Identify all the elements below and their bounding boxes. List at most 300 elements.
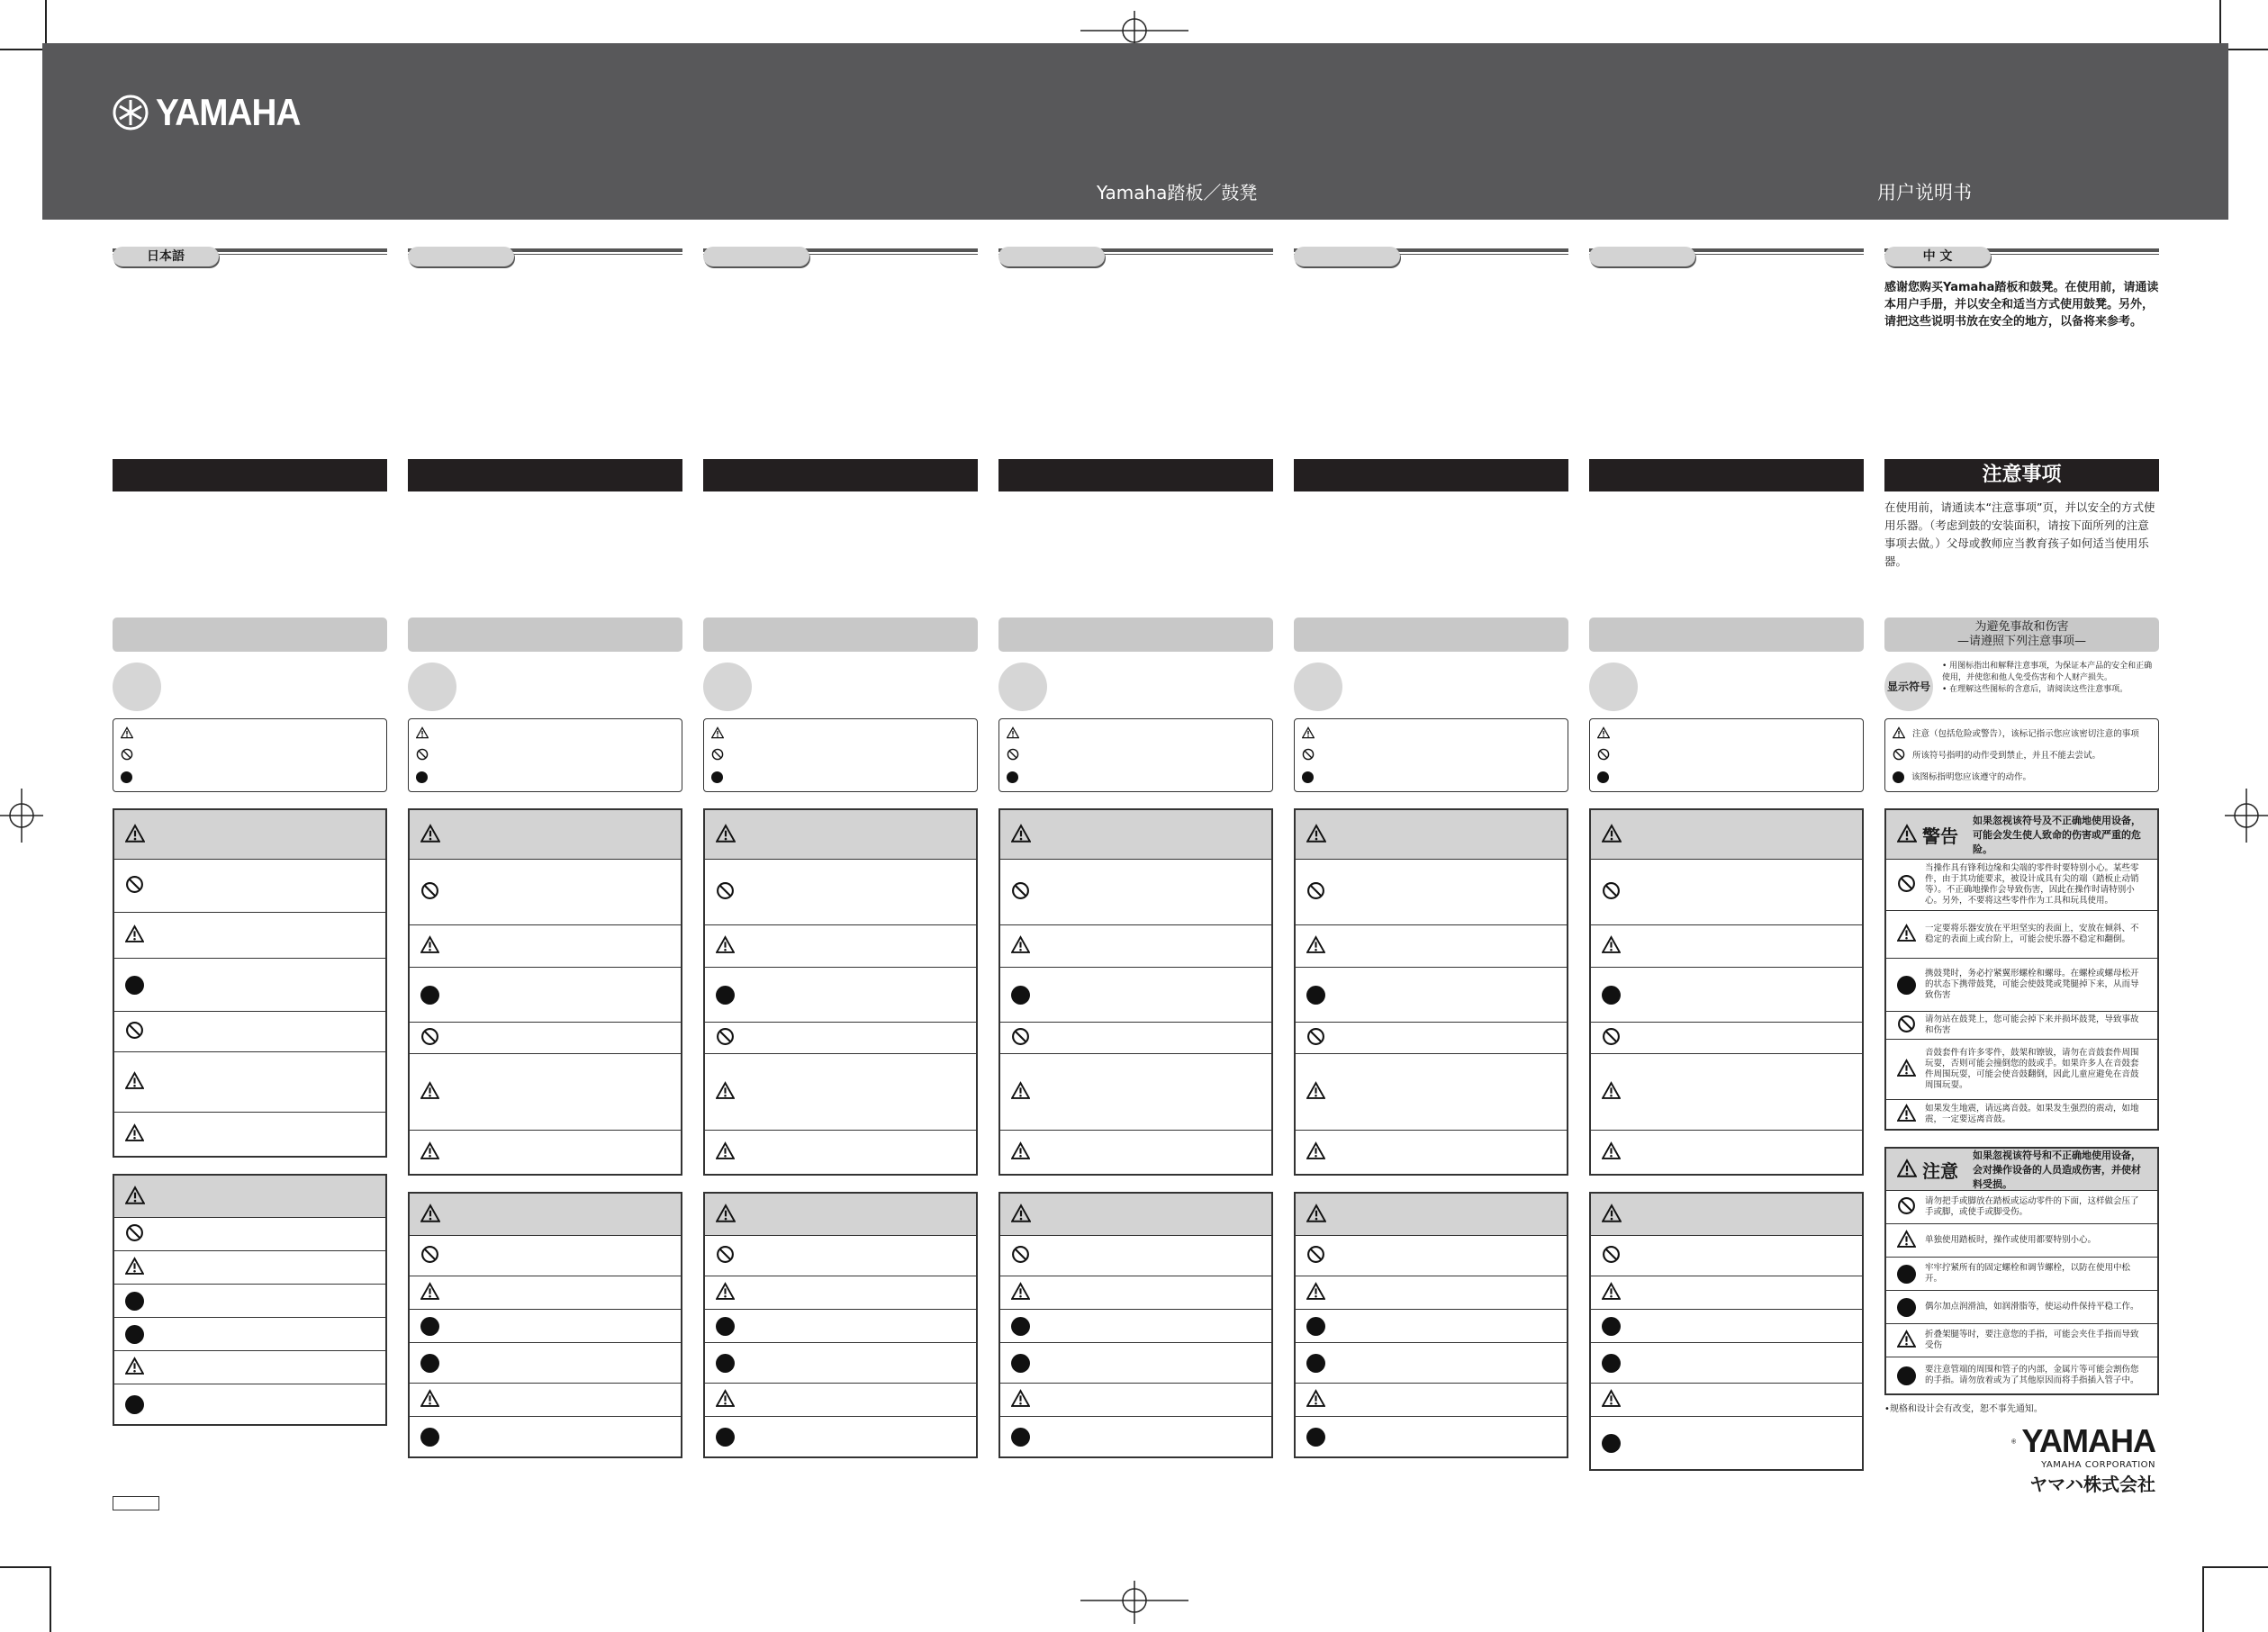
avoid-accident-bar <box>113 618 387 652</box>
warning-row <box>1000 925 1271 968</box>
display-symbol-badge <box>113 663 161 711</box>
warning-row <box>1000 860 1271 925</box>
warning-table-header <box>1000 810 1271 860</box>
language-column <box>1589 243 1864 1471</box>
mandatory-icon <box>125 1325 144 1344</box>
prohibition-icon <box>125 1021 144 1043</box>
symbol-legend <box>1294 718 1568 792</box>
mandatory-icon <box>1602 1317 1621 1336</box>
caution-row <box>1000 1276 1271 1310</box>
prohibition-icon <box>716 1245 735 1267</box>
warning-row <box>1591 1054 1862 1131</box>
warning-triangle-icon <box>1306 1389 1325 1411</box>
language-tab <box>1589 247 1695 266</box>
warning-table-header <box>1296 810 1567 860</box>
warning-triangle-icon <box>1897 1059 1916 1081</box>
warning-row <box>1000 1023 1271 1054</box>
precautions-title <box>703 459 978 491</box>
prohibition-icon <box>121 748 133 763</box>
language-tab <box>998 247 1105 266</box>
display-symbol-badge <box>998 663 1047 711</box>
caution-row <box>410 1343 681 1384</box>
mandatory-icon <box>711 771 723 783</box>
warning-triangle-icon <box>420 935 439 958</box>
caution-table <box>703 1192 978 1458</box>
warning-triangle-icon <box>716 935 735 958</box>
caution-row <box>114 1318 385 1351</box>
legend-row <box>711 766 970 788</box>
prohibition-icon <box>1306 1245 1325 1267</box>
warning-triangle-icon <box>1011 1389 1030 1411</box>
warning-triangle-icon <box>1897 1330 1916 1352</box>
precautions-title <box>1294 459 1568 491</box>
warning-triangle-icon <box>1897 1104 1916 1126</box>
caution-row <box>410 1384 681 1417</box>
prohibition-icon <box>1011 1027 1030 1050</box>
legend-row <box>416 744 674 766</box>
warning-triangle-icon <box>420 1081 439 1104</box>
warning-triangle-icon <box>1893 726 1905 742</box>
warning-row <box>705 1023 976 1054</box>
caution-table-header <box>114 1176 385 1218</box>
warning-row-text: 如果发生地震，请远离音鼓。如果发生强烈的震动，如地震，一定要远离音鼓。 <box>1925 1104 2139 1124</box>
caution-row-text: 牢牢拧紧所有的固定螺栓和调节螺栓，以防在使用中松开。 <box>1925 1263 2131 1284</box>
warning-triangle-icon <box>1602 1204 1622 1226</box>
display-symbol-row <box>1589 652 1864 718</box>
display-symbol-badge <box>408 663 456 711</box>
display-symbol-badge: 显示符号 <box>1884 663 1933 711</box>
caution-row <box>1591 1343 1862 1384</box>
warning-triangle-icon <box>1602 824 1622 846</box>
caution-row <box>705 1384 976 1417</box>
precautions-text <box>113 491 387 618</box>
mandatory-icon <box>716 1317 735 1336</box>
prohibition-icon <box>125 875 144 897</box>
warning-row <box>114 1113 385 1156</box>
legend-text: 该图标指明您应该遵守的动作。 <box>1911 771 2032 782</box>
warning-row <box>1000 1131 1271 1174</box>
caution-row <box>114 1251 385 1285</box>
warning-row <box>410 1131 681 1174</box>
warning-triangle-icon <box>125 924 144 947</box>
warning-row-text: 请勿站在鼓凳上，您可能会掉下来并损坏鼓凳，导致事故和伤害 <box>1925 1014 2139 1035</box>
avoid-accident-bar <box>1884 618 2159 652</box>
caution-row <box>1000 1236 1271 1276</box>
legend-row <box>1893 766 2151 788</box>
tuning-fork-icon <box>2011 1425 2016 1457</box>
prohibition-icon <box>420 881 439 904</box>
precautions-title <box>1589 459 1864 491</box>
caution-row <box>1886 1191 2157 1224</box>
footer-brand: YAMAHA <box>2021 1422 2155 1459</box>
language-column <box>1884 243 2159 1414</box>
caution-table-header <box>1591 1194 1862 1236</box>
warning-triangle-icon <box>125 1357 144 1379</box>
warning-triangle-icon <box>1602 1389 1621 1411</box>
display-symbol-row <box>113 652 387 718</box>
legend-row <box>1302 766 1560 788</box>
mandatory-icon <box>1597 771 1609 783</box>
warning-row <box>410 860 681 925</box>
registration-mark <box>2225 789 2268 843</box>
warning-triangle-icon <box>1602 935 1621 958</box>
warning-row <box>1591 1023 1862 1054</box>
display-symbol-row <box>1884 652 2159 718</box>
warning-triangle-icon <box>416 726 429 742</box>
legend-row <box>416 766 674 788</box>
warning-row <box>705 1054 976 1131</box>
symbol-legend <box>1589 718 1864 792</box>
language-bar <box>998 243 1273 270</box>
warning-triangle-icon <box>716 1389 735 1411</box>
warning-triangle-icon <box>1897 824 1917 846</box>
warning-triangle-icon <box>1011 824 1031 846</box>
warning-triangle-icon <box>121 726 133 742</box>
warning-triangle-icon <box>420 1389 439 1411</box>
intro-text: 感谢您购买Yamaha踏板和鼓凳。在使用前，请通读本用户手册，并以安全和适当方式使用鼓凳。另外，请把这些说明书放在安全的地方，以备将来参考。 <box>1884 281 2159 329</box>
warning-triangle-icon <box>1011 935 1030 958</box>
display-symbol-row <box>408 652 682 718</box>
caution-row <box>705 1417 976 1456</box>
precautions-title: 注意事项 <box>1884 459 2159 491</box>
avoid-accident-bar <box>1294 618 1568 652</box>
display-note: • 在理解这些图标的含意后，请阅读这些注意事项。 <box>1942 685 2128 694</box>
mandatory-icon <box>1306 986 1325 1005</box>
caution-row <box>1000 1384 1271 1417</box>
warning-triangle-icon <box>1306 1141 1325 1164</box>
caution-row-text: 要注意管端的周围和管子的内部，金属片等可能会割伤您的手指。请勿放着或为了其他原因而将手指插入管子中。 <box>1925 1365 2139 1385</box>
warning-row <box>114 1012 385 1052</box>
warning-row <box>114 1052 385 1113</box>
precautions-text <box>998 491 1273 618</box>
warning-table-header <box>1886 810 2157 860</box>
avoid-accident-bar <box>703 618 978 652</box>
warning-row <box>1296 1054 1567 1131</box>
caution-header-text: 如果忽视该符号和不正确地使用设备，会对操作设备的人员造成伤害，并使材料受损。 <box>1973 1150 2141 1190</box>
precautions-title <box>998 459 1273 491</box>
mandatory-icon <box>1011 986 1030 1005</box>
warning-triangle-icon <box>420 1204 440 1226</box>
language-column <box>1294 243 1568 1458</box>
legend-row <box>1597 766 1856 788</box>
precautions-title <box>408 459 682 491</box>
mandatory-icon <box>1602 1354 1621 1373</box>
mandatory-icon <box>420 1354 439 1373</box>
mandatory-icon <box>1007 771 1018 783</box>
warning-triangle-icon <box>716 1204 736 1226</box>
prohibition-icon <box>1306 881 1325 904</box>
mandatory-icon <box>125 976 144 995</box>
caution-row-text: 单独使用踏板时，操作或使用都要特别小心。 <box>1925 1235 2097 1245</box>
display-symbol-row <box>998 652 1273 718</box>
warning-row <box>1591 925 1862 968</box>
warning-triangle-icon <box>1602 1282 1621 1304</box>
caution-row <box>705 1236 976 1276</box>
caution-row <box>1296 1384 1567 1417</box>
warning-triangle-icon <box>125 1071 144 1094</box>
caution-table <box>1589 1192 1864 1471</box>
warning-row <box>1886 911 2157 959</box>
caution-row <box>1886 1258 2157 1291</box>
prohibition-icon <box>711 748 724 763</box>
prohibition-icon <box>1011 881 1030 904</box>
intro-text <box>998 270 1273 459</box>
caution-row <box>1296 1276 1567 1310</box>
crop-mark <box>2202 1566 2268 1568</box>
warning-row <box>410 1054 681 1131</box>
caution-row <box>1591 1276 1862 1310</box>
spec-footnote: •规格和设计会有改变，恕不事先通知。 <box>1884 1404 2043 1414</box>
language-tab: 中 文 <box>1884 247 1991 266</box>
warning-row <box>705 925 976 968</box>
language-column <box>998 243 1273 1458</box>
mandatory-icon <box>1897 1298 1916 1317</box>
warning-table <box>408 808 682 1176</box>
mandatory-icon <box>420 1317 439 1336</box>
caution-row <box>114 1384 385 1424</box>
mandatory-icon <box>125 1292 144 1311</box>
product-title: Yamaha踏板／鼓凳 <box>1097 182 1258 203</box>
display-symbol-badge <box>703 663 752 711</box>
legend-row <box>1597 744 1856 766</box>
caution-row <box>1000 1417 1271 1456</box>
mandatory-icon <box>716 1354 735 1373</box>
warning-triangle-icon <box>716 1141 735 1164</box>
caution-row <box>114 1351 385 1384</box>
legend-row <box>1597 723 1856 744</box>
mandatory-icon <box>420 986 439 1005</box>
warning-triangle-icon <box>125 1186 145 1208</box>
caution-row <box>410 1276 681 1310</box>
warning-table <box>1294 808 1568 1176</box>
legend-row <box>1007 766 1265 788</box>
caution-row <box>1296 1236 1567 1276</box>
caution-row <box>410 1310 681 1343</box>
warning-row <box>1886 959 2157 1012</box>
intro-text <box>1589 270 1864 459</box>
caution-row <box>705 1276 976 1310</box>
language-tab <box>408 247 514 266</box>
brand-name: YAMAHA <box>156 91 301 133</box>
warning-row <box>1000 968 1271 1023</box>
caution-row <box>410 1236 681 1276</box>
warning-triangle-icon <box>420 1282 439 1304</box>
language-bar <box>1294 243 1568 270</box>
legend-row <box>121 766 379 788</box>
intro-text <box>703 270 978 459</box>
language-bar <box>1589 243 1864 270</box>
prohibition-icon <box>1897 874 1916 897</box>
warning-triangle-icon <box>1011 1081 1030 1104</box>
prohibition-icon <box>1602 1027 1621 1050</box>
caution-row <box>114 1285 385 1318</box>
mandatory-icon <box>716 986 735 1005</box>
prohibition-icon <box>1602 881 1621 904</box>
tuning-fork-icon <box>113 95 149 131</box>
prohibition-icon <box>416 748 429 763</box>
prohibition-icon <box>420 1245 439 1267</box>
mandatory-icon <box>125 1395 144 1414</box>
warning-triangle-icon <box>1302 726 1315 742</box>
warning-triangle-icon <box>1306 1204 1326 1226</box>
caution-table <box>998 1192 1273 1458</box>
prohibition-icon <box>716 1027 735 1050</box>
legend-text: 注意（包括危险或警告），该标记指示您应该密切注意的事项 <box>1912 728 2139 739</box>
crop-mark <box>0 1566 50 1568</box>
avoid-accident-bar <box>1589 618 1864 652</box>
caution-row <box>705 1310 976 1343</box>
legend-row <box>1302 723 1560 744</box>
caution-row <box>1296 1417 1567 1456</box>
mandatory-icon <box>1602 1434 1621 1453</box>
warning-row <box>410 925 681 968</box>
warning-row <box>1591 968 1862 1023</box>
symbol-legend <box>703 718 978 792</box>
prohibition-icon <box>716 881 735 904</box>
warning-table-header <box>705 810 976 860</box>
warning-table-header <box>114 810 385 860</box>
caution-table <box>1294 1192 1568 1458</box>
warning-triangle-icon <box>711 726 724 742</box>
mandatory-icon <box>416 771 428 783</box>
warning-table-header <box>410 810 681 860</box>
legend-text: 所该符号指明的动作受到禁止，并且不能去尝试。 <box>1912 750 2101 761</box>
warning-row-text: 一定要将乐器安放在平坦坚实的表面上，安放在倾斜、不稳定的表面上或台阶上，可能会使乐器不稳定和翻倒。 <box>1925 924 2139 944</box>
avoid-accident-bar <box>408 618 682 652</box>
caution-row-text: 偶尔加点润滑油，如润滑脂等，使运动件保持平稳工作。 <box>1925 1302 2139 1312</box>
warning-row <box>1000 1054 1271 1131</box>
warning-row <box>114 959 385 1012</box>
footer-corp: YAMAHA CORPORATION <box>2041 1460 2155 1470</box>
prohibition-icon <box>1302 748 1315 763</box>
warning-triangle-icon <box>1306 824 1326 846</box>
warning-triangle-icon <box>1897 1159 1917 1181</box>
mandatory-icon <box>1897 1265 1916 1284</box>
warning-table <box>1589 808 1864 1176</box>
caution-row <box>410 1417 681 1456</box>
intro-text <box>1294 270 1568 459</box>
warning-table <box>1884 808 2159 1131</box>
warning-row <box>1886 1100 2157 1129</box>
precautions-title <box>113 459 387 491</box>
display-symbol-row <box>1294 652 1568 718</box>
warning-table-header <box>1591 810 1862 860</box>
language-bar <box>408 243 682 270</box>
warning-triangle-icon <box>1602 1141 1621 1164</box>
warning-row <box>705 1131 976 1174</box>
legend-row <box>416 723 674 744</box>
warning-row <box>1296 968 1567 1023</box>
legend-row <box>121 723 379 744</box>
language-column <box>703 243 978 1458</box>
caution-row-text: 折叠架腿等时，要注意您的手指，可能会夹住手指而导致受伤 <box>1925 1330 2139 1350</box>
warning-triangle-icon <box>1897 1230 1916 1252</box>
caution-row <box>1886 1324 2157 1357</box>
intro-text <box>408 270 682 459</box>
avoid-accident-title: 为避免事故和伤害 <box>1974 620 2069 634</box>
warning-table <box>998 808 1273 1176</box>
warning-triangle-icon <box>420 1141 439 1164</box>
warning-triangle-icon <box>1306 1081 1325 1104</box>
prohibition-icon <box>1306 1027 1325 1050</box>
mandatory-icon <box>1893 771 1904 783</box>
avoid-accident-bar <box>998 618 1273 652</box>
registration-mark <box>0 789 43 843</box>
warning-row <box>1296 860 1567 925</box>
warning-row <box>1296 1131 1567 1174</box>
warning-triangle-icon <box>125 1123 144 1146</box>
caution-row <box>1591 1417 1862 1469</box>
warning-row <box>114 913 385 959</box>
warning-row <box>1591 1131 1862 1174</box>
caution-row <box>1886 1357 2157 1393</box>
warning-row <box>705 968 976 1023</box>
prohibition-icon <box>1007 748 1019 763</box>
caution-table <box>113 1174 387 1426</box>
warning-row <box>114 860 385 913</box>
warning-row-text: 音鼓套件有许多零件，鼓架和镲钹，请勿在音鼓套件周围玩耍，否则可能会撞倒您的鼓或手。如果许多人在音鼓套件周围玩耍，可能会使音鼓翻倒，因此儿童应避免在音鼓周围玩耍。 <box>1925 1048 2139 1090</box>
warning-row-text: 当操作具有锋利边缘和尖端的零件时要特别小心。某些零件，由于其功能要求，被设计成具有尖的端（踏板止动销等）。不正确地操作会导致伤害，因此在操作时请特别小心。另外，不要将这些零件作为工具和玩具使用。 <box>1925 863 2139 906</box>
caution-row <box>1000 1343 1271 1384</box>
prohibition-icon <box>1893 748 1905 763</box>
intro-text <box>113 270 387 459</box>
warning-row <box>410 968 681 1023</box>
language-bar <box>703 243 978 270</box>
caution-row <box>1886 1291 2157 1324</box>
precautions-text <box>703 491 978 618</box>
warning-label: 警告 <box>1922 825 1958 847</box>
mandatory-icon <box>1011 1317 1030 1336</box>
warning-triangle-icon <box>125 824 145 846</box>
warning-row <box>1591 860 1862 925</box>
caution-table <box>408 1192 682 1458</box>
warning-row <box>705 860 976 925</box>
mandatory-icon <box>1302 771 1314 783</box>
warning-triangle-icon <box>420 824 440 846</box>
legend-row <box>1893 723 2151 744</box>
legend-row <box>121 744 379 766</box>
warning-triangle-icon <box>1897 924 1916 946</box>
mandatory-icon <box>1897 1366 1916 1385</box>
display-symbol-badge <box>1589 663 1638 711</box>
footer-logo <box>2011 1422 2155 1496</box>
prohibition-icon <box>1602 1245 1621 1267</box>
warning-triangle-icon <box>1306 935 1325 958</box>
legend-row <box>1893 744 2151 766</box>
warning-triangle-icon <box>716 1081 735 1104</box>
symbol-legend <box>408 718 682 792</box>
legend-row <box>1007 744 1265 766</box>
language-column <box>408 243 682 1458</box>
legend-row <box>1302 744 1560 766</box>
warning-triangle-icon <box>1007 726 1019 742</box>
warning-row <box>1886 1040 2157 1100</box>
mandatory-icon <box>1306 1354 1325 1373</box>
mandatory-icon <box>1306 1317 1325 1336</box>
caution-row <box>1591 1384 1862 1417</box>
precautions-text <box>1589 491 1864 618</box>
prohibition-icon <box>1897 1196 1916 1219</box>
mandatory-icon <box>1011 1428 1030 1447</box>
precautions-text <box>1294 491 1568 618</box>
warning-triangle-icon <box>716 824 736 846</box>
language-tab <box>703 247 809 266</box>
prohibition-icon <box>1011 1245 1030 1267</box>
language-column <box>113 243 387 1426</box>
prohibition-icon <box>1897 1014 1916 1037</box>
warning-row <box>1886 860 2157 911</box>
mandatory-icon <box>1897 976 1916 995</box>
